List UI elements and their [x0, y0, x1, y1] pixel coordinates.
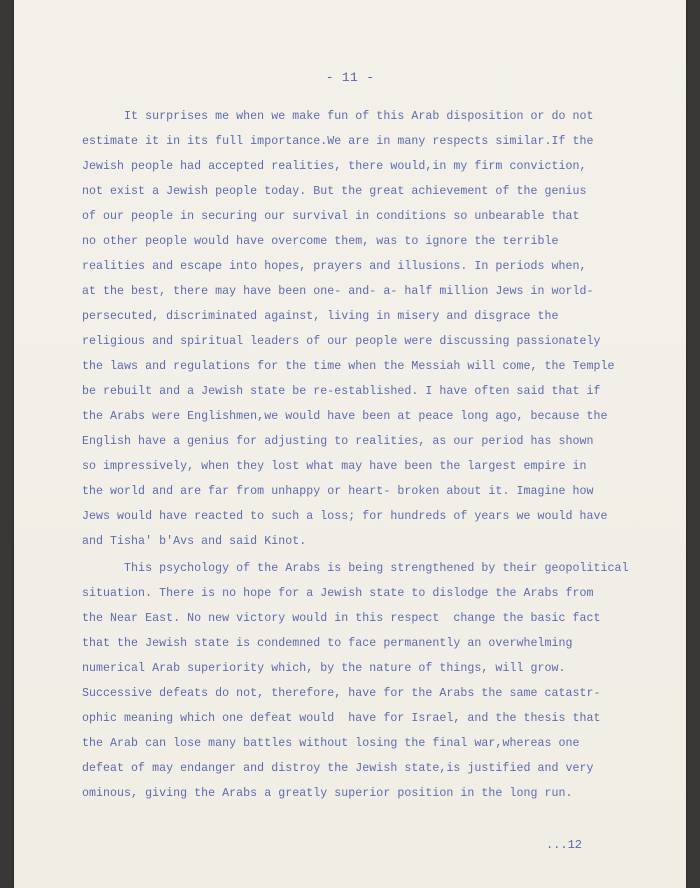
text-line: religious and spiritual leaders of our people were discussing passionately	[82, 335, 601, 348]
page-number: - 11 -	[325, 70, 375, 85]
text-line: at the best, there may have been one- and- a- half million Jews in world-	[82, 285, 594, 298]
text-line: the laws and regulations for the time when the Messiah will come, the Temple	[82, 360, 615, 373]
text-line: Jews would have reacted to such a loss; for hundreds of years we would have	[82, 510, 608, 523]
text-line: ominous, giving the Arabs a greatly superior position in the long run.	[82, 787, 573, 800]
text-line: realities and escape into hopes, prayers and illusions. In periods when,	[82, 260, 587, 273]
text-line: Jewish people had accepted realities, there would,in my firm conviction,	[82, 160, 587, 173]
text-line: not exist a Jewish people today. But the great achievement of the genius	[82, 185, 587, 198]
text-line: It surprises me when we make fun of this Arab disposition or do not	[82, 110, 594, 123]
text-line: numerical Arab superiority which, by the nature of things, will grow.	[82, 662, 566, 675]
text-line: persecuted, discriminated against, living in misery and disgrace the	[82, 310, 559, 323]
text-line: of our people in securing our survival in conditions so unbearable that	[82, 210, 580, 223]
text-line: defeat of may endanger and distroy the Jewish state,is justified and very	[82, 762, 594, 775]
document-page	[14, 0, 686, 888]
text-line: be rebuilt and a Jewish state be re-established. I have often said that if	[82, 385, 601, 398]
text-line: and Tisha' b'Avs and said Kinot.	[82, 535, 307, 548]
text-line: estimate it in its full importance.We are in many respects similar.If the	[82, 135, 594, 148]
text-line: situation. There is no hope for a Jewish state to dislodge the Arabs from	[82, 587, 594, 600]
text-line: so impressively, when they lost what may have been the largest empire in	[82, 460, 587, 473]
text-line: English have a genius for adjusting to realities, as our period has shown	[82, 435, 594, 448]
continuation-marker: ...12	[545, 838, 582, 852]
text-line: This psychology of the Arabs is being strengthened by their geopolitical	[82, 562, 629, 575]
text-line: the Arab can lose many battles without losing the final war,whereas one	[82, 737, 580, 750]
text-line: the world and are far from unhappy or heart- broken about it. Imagine how	[82, 485, 594, 498]
text-line: ophic meaning which one defeat would have for Israel, and the thesis that	[82, 712, 601, 725]
text-line: Successive defeats do not, therefore, have for the Arabs the same catastr-	[82, 687, 601, 700]
text-line: the Near East. No new victory would in this respect change the basic fact	[82, 612, 601, 625]
text-line: no other people would have overcome them, was to ignore the terrible	[82, 235, 559, 248]
text-line: that the Jewish state is condemned to face permanently an overwhelming	[82, 637, 573, 650]
text-line: the Arabs were Englishmen,we would have been at peace long ago, because the	[82, 410, 608, 423]
